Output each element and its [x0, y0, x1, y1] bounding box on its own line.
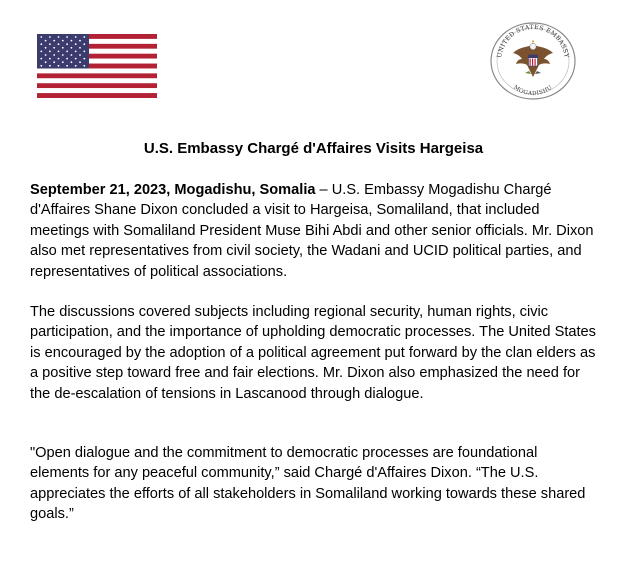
dateline: September 21, 2023, Mogadishu, Somalia [30, 182, 316, 198]
flag-star [62, 61, 64, 63]
flag-star [53, 61, 55, 63]
flag-star [40, 51, 42, 53]
embassy-seal-icon [489, 21, 577, 101]
flag-star [58, 36, 60, 38]
flag-star [75, 65, 77, 67]
flag-stripe [37, 78, 157, 83]
flag-star [45, 61, 47, 63]
flag-star [53, 54, 55, 56]
flag-star [79, 47, 81, 49]
us-flag-icon [37, 34, 157, 98]
flag-star [66, 65, 68, 67]
flag-stripe [37, 93, 157, 98]
flag-stripe [37, 83, 157, 88]
flag-star [49, 51, 51, 53]
flag-star [79, 61, 81, 63]
flag-star [83, 43, 85, 45]
flag-star [45, 54, 47, 56]
flag-star [75, 51, 77, 53]
flag-star [53, 40, 55, 42]
flag-star [83, 58, 85, 60]
paragraph-1-body: – U.S. Embassy Mogadishu Chargé d'Affaires Shane Dixon concluded a visit to Hargeisa, Somaliland, that included meetings with Somaliland President Muse Bihi Abdi and other senior officials. Mr. Dixon also met representatives from civil society, the Wadani and UCID political parties, and representatives of political associations. [30, 182, 594, 280]
flag-star [49, 65, 51, 67]
flag-star [71, 40, 73, 42]
flag-star [66, 51, 68, 53]
flag-star [45, 40, 47, 42]
flag-star [58, 51, 60, 53]
flag-star [83, 36, 85, 38]
flag-stripe [37, 88, 157, 93]
flag-star [49, 36, 51, 38]
flag-star [71, 54, 73, 56]
flag-star [75, 43, 77, 45]
flag-star [58, 58, 60, 60]
paragraph-3-quote: "Open dialogue and the commitment to democratic processes are foundational elements for any peaceful community,” said Chargé d'Affaires Dixon. “The U.S. appreciates the efforts of all stakeholders in Somaliland working towards these shared goals.” [30, 445, 586, 523]
flag-star [75, 36, 77, 38]
press-release-title: U.S. Embassy Chargé d'Affaires Visits Hargeisa [143, 140, 484, 157]
flag-star [66, 43, 68, 45]
seal-text-top: UNITED STATES EMBASSY [496, 23, 570, 59]
flag-star [40, 58, 42, 60]
flag-star [66, 36, 68, 38]
flag-star [58, 43, 60, 45]
flag-star [40, 36, 42, 38]
flag-star [62, 54, 64, 56]
flag-star [40, 65, 42, 67]
flag-star [62, 40, 64, 42]
flag-star [71, 61, 73, 63]
flag-star [75, 58, 77, 60]
flag-star [62, 47, 64, 49]
paragraph-2: The discussions covered subjects including regional security, human rights, civic participation, and the importance of upholding democratic processes. The United States is encouraged by the adoption of a political agreement put forward by the clan elders as a positive step toward free and fair elections. Mr. Dixon also emphasized the need for the de-escalation of tensions in Lascanood through dialogue. [30, 304, 596, 402]
paragraph-1 [30, 180, 600, 282]
flag-star [79, 54, 81, 56]
flag-stripe [37, 73, 157, 78]
flag-star [49, 43, 51, 45]
flag-star [58, 65, 60, 67]
flag-star [45, 47, 47, 49]
flag-star [66, 58, 68, 60]
flag-star [53, 47, 55, 49]
flag-star [40, 43, 42, 45]
flag-star [79, 40, 81, 42]
flag-star [49, 58, 51, 60]
flag-star [71, 47, 73, 49]
flag-star [83, 65, 85, 67]
seal-text-bottom: MOGADISHU [512, 84, 554, 98]
flag-star [83, 51, 85, 53]
flag-stripe [37, 68, 157, 73]
